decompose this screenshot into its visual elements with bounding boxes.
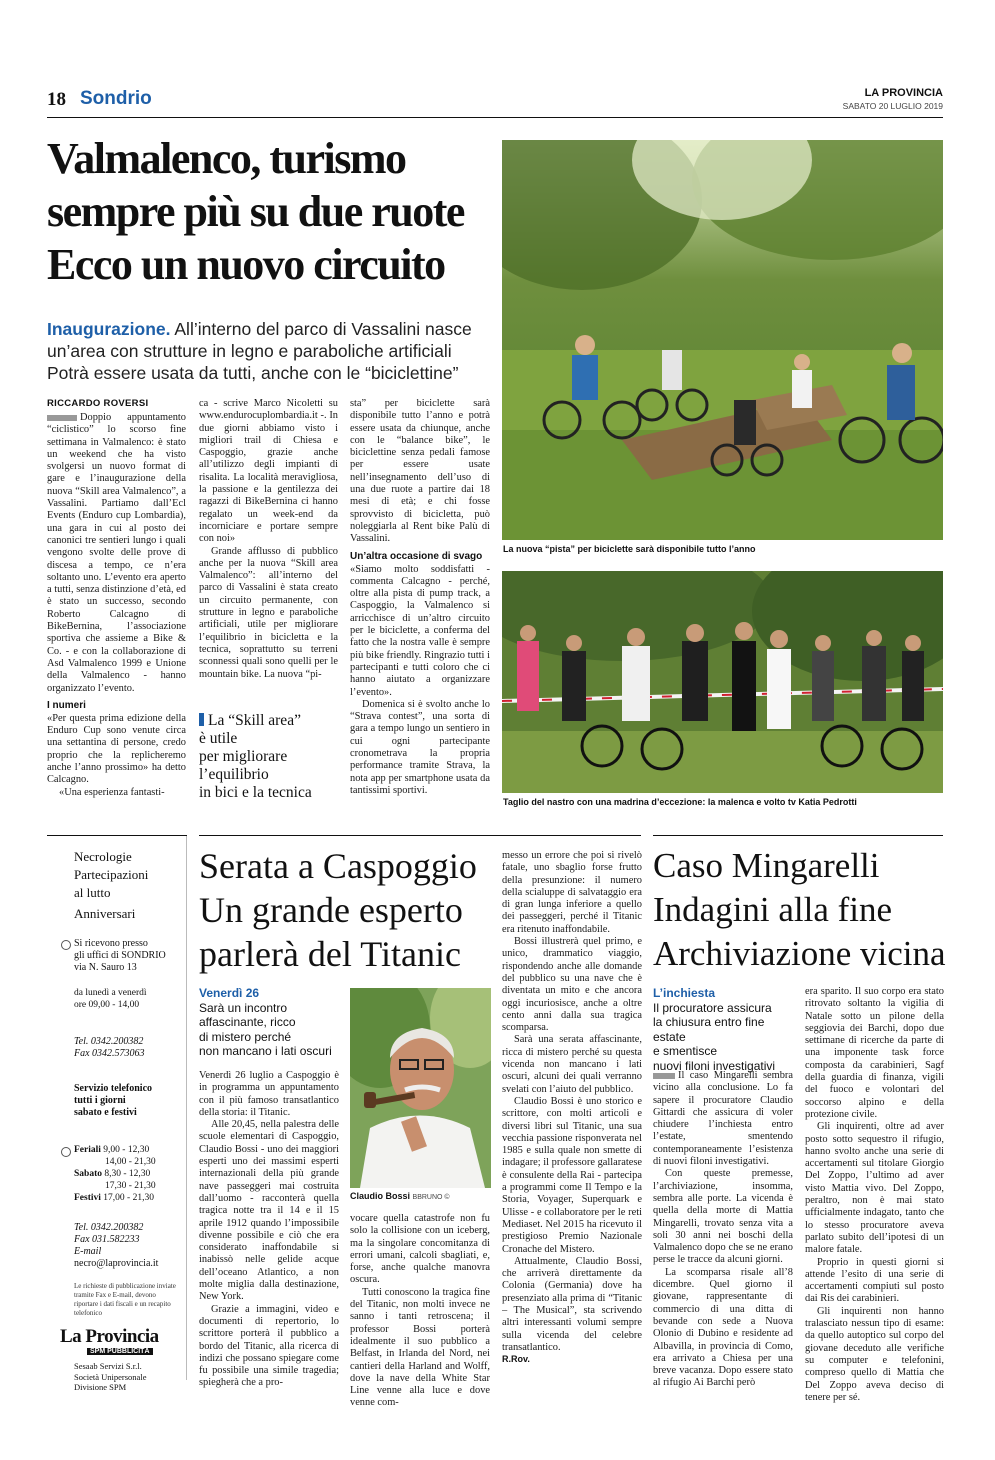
deck-line: Il procuratore assicura — [653, 1000, 772, 1015]
titanic-col1 — [199, 1070, 339, 1410]
deck-line: All’interno del parco di Vassalini nasce — [170, 319, 472, 339]
headline-line: parlerà del Titanic — [199, 934, 461, 974]
titanic-col2 — [350, 1213, 490, 1413]
deck-line: di mistero perché — [199, 1029, 292, 1044]
deck-line: un’area con strutture in legno e paraboliche artificiali — [47, 341, 452, 361]
deck-line: Sarà un incontro — [199, 1000, 288, 1015]
header-rule — [47, 117, 943, 118]
photo-claudio-bossi — [350, 988, 491, 1188]
paragraph: Doppio appuntamento “ciclistico” lo scorso fine settimana in Valmalenco: è stato un weekend che ha visto svolgersi un nuovo format di gare e l’inaugurazione della nuova “Skill area Valmalenco”, a Vassalini. Partiamo dall’Ecl Events (Enduro cup Lombardia), una gara in cui al posto dei canonici tre sentieri lungo i quali vengono svolte delle prove di discesa a tempo, ce n’era soltanto uno. L’evento era aperto a tutti, senza distinzione d’età, ed è stato un successo, secondo Roberto Calcagno di BikeBernina, l’associazione sportiva che assieme a Bike & Co. - e con la collaborazione di Asd Valmalenco 1999 e Unione della Valmalenco - hanno organizzato l’evento. — [47, 412, 186, 694]
photo-bike-track — [502, 140, 943, 540]
headline-line: Indagini alla fine — [653, 890, 893, 929]
headline-line: Caso Mingarelli — [653, 846, 880, 885]
mingarelli-deck — [653, 986, 798, 1073]
office-hours: da lunedì a venerdì ore 09,00 - 14,00 — [74, 988, 147, 1010]
pullquote-line: è utile — [199, 730, 238, 747]
main-article-col3 — [350, 398, 490, 808]
service-label: Anniversari — [74, 906, 136, 921]
deck-line: e smentisce — [653, 1044, 718, 1058]
pullquote-line: in bici e la tecnica — [199, 784, 312, 801]
byline: RICCARDO ROVERSI — [47, 398, 149, 409]
pullquote-line: per migliorare — [199, 748, 288, 765]
headline-line: Valmalenco, turismo — [47, 134, 406, 183]
main-headline — [47, 132, 502, 291]
headline-line: Archiviazione vicina — [653, 934, 946, 973]
newspaper-logo: La Provincia — [60, 1326, 159, 1347]
email-label: E-mail — [74, 1246, 102, 1257]
ads-box — [47, 836, 187, 1392]
titanic-top-rule — [199, 835, 641, 836]
deck-line: nuovi filoni investigativi — [653, 1058, 776, 1073]
deck-line: Potrà essere usata da tutti, anche con le “biciclettine” — [47, 363, 459, 383]
paragraph: Bossi illustrerà quel primo, e unico, drammatico viaggio, rispondendo anche alle domande del pubblico su una nave che è diventata un mito e che ancora oggi incuriosisce, anche a oltre cento anni dalla sua tragica scomparsa. — [502, 936, 642, 1034]
section-title: Sondrio — [80, 88, 152, 109]
company-info: Sesaab Servizi S.r.l. Società Unipersonale Divisione SPM — [74, 1361, 147, 1392]
paragraph: Il caso Mingarelli sembra vicino alla conclusione. Lo fa sapere il procuratore Claudio Gittardi che assicura di voler chiudere l’inchiesta entro l’estate, smentendo contemporaneamente l’esistenza di nuovi filoni investigativi. — [653, 1070, 793, 1168]
paragraph: «Per questa prima edizione della Enduro Cup sono venute circa una settantina di persone, credo proprio che la replicheremo anche l’anno prossimo» ha detto Calcagno. — [47, 712, 186, 786]
services-list — [74, 848, 148, 923]
deck-kicker: Venerdì 26 — [199, 986, 260, 1000]
mingarelli-headline — [653, 844, 948, 976]
clock-icon — [61, 940, 71, 950]
photo-credit: BBRUNO © — [412, 1194, 450, 1201]
clock-icon — [61, 1147, 71, 1157]
headline-line: sempre più su due ruote — [47, 187, 464, 236]
main-article-col1 — [47, 398, 186, 808]
paragraph: Con queste premesse, l’archiviazione, insomma, sembra alle porte. La vicenda è quella della morte di Mattia Mingarelli, trovato senza vita a soli 30 anni nei boschi della Valmalenco dopo che se ne erano perse le tracce da alcuni giorni. — [653, 1168, 793, 1266]
paragraph: Grande afflusso di pubblico anche per la nuova “Skill area Valmalenco”: all’interno del parco di Vassalini è stata creato un circuito permanente, con strutture in legno e paraboliche artificiali, utile per migliorare l’equilibrio in bicicletta e la tecnica, soprattutto su terreni sconnessi quali sono quelli per le mountain bike. La nuova “pi- — [199, 545, 338, 680]
paragraph: Tutti conoscono la tragica fine del Titanic, non molti invece ne sanno i tanti retroscena; il professor Bossi porterà idealmente il suo pubblico a Belfast, in Irlanda del Nord, nei cantieri della Harland and Wolff, dove la nave della White Star Line venne alla luce e dove venne com- — [350, 1286, 490, 1409]
headline-line: Un grande esperto — [199, 890, 463, 930]
paragraph: Sarà una serata affascinante, ricca di mistero perché su questa vicenda non mancano i lati oscuri, alcuni dei quali verranno svelati con l’aiuto del pubblico. — [502, 1034, 642, 1095]
paragraph: Domenica si è svolto anche lo “Strava contest”, una sorta di gara a tempo lungo un sentiero in cui ogni partecipante cronometrava la propria performance tramite Strava, la nota app per smartphone usata da tantissimi sportivi. — [350, 698, 490, 796]
paragraph: Alle 20,45, nella palestra delle scuole elementari di Caspoggio, Claudio Bossi - uno dei maggiori esperti uno dei massimi esperti internazionali della più grande nave passeggeri mai costruita dall’uomo - racconterà quella tragica notte tra il 14 e il 15 aprile 1912 quando l’impossibile divenne possibile e ciò che era considerato inaffondabile si inabissò nelle gelide acque dell’oceano Atlantico, a non molte miglia dalla destinazione, New York. — [199, 1119, 339, 1303]
paragraph: «Una esperienza fantasti- — [59, 786, 165, 798]
pullquote-line: l’equilibrio — [199, 766, 269, 783]
contact-numbers — [74, 1036, 145, 1060]
photo2-caption: Taglio del nastro con una madrina d’eccezione: la malenca e volto tv Katia Pedrotti — [503, 797, 857, 807]
contact-details — [74, 1222, 158, 1270]
signature: R.Rov. — [502, 1354, 530, 1365]
paragraph: Proprio in questi giorni si attende l’esito di una serie di accertamenti compiuti sul posto dai Ris dei carabinieri. — [805, 1256, 944, 1305]
paragraph: La scomparsa risale all’8 dicembre. Quel giorno il giovane, rappresentante di commercio di una ditta di bevande con sede a Nuova Olonio di Dubino e residente ad Albavilla, in provincia di Como, era arrivato a Chiesa per una breve vacanza. Dopo essere stato al rifugio Ai Barchi però — [653, 1266, 793, 1389]
paragraph: Gli inquirenti, oltre ad aver posto sotto sequestro il rifugio, hanno svolto anche una serie di accertamenti sul titolare Giorgio Del Zoppo, l’ultimo ad aver visto Mattia vivo. Del Zoppo, peraltro, non è mai stato ufficialmente indagato, tanto che lo stesso procuratore aveva parlato subito dell’ipotesi di un malore fatale. — [805, 1121, 944, 1256]
paragraph: Venerdì 26 luglio a Caspoggio è in programma un appuntamento con il più famoso transatlantico della storia: il Titanic. — [199, 1070, 339, 1118]
submission-note: Le richieste di pubblicazione inviate tramite Fax e E-mail, devono riportare i dati fiscali e un recapito telefonico — [74, 1282, 176, 1317]
service-label: Partecipazioni — [74, 867, 149, 882]
service-label: Necrologie — [74, 849, 132, 864]
titanic-deck — [199, 986, 344, 1059]
subheading: I numeri — [47, 699, 86, 711]
paragraph: Attualmente, Claudio Bossi, che arriverà direttamente da Colonia (Germania) dove ha presenziato alla prima di “Titanic – The Musical”, sta scrivendo altri interessanti volumi sempre sulla vicenda del celebre transatlantico. — [502, 1255, 642, 1353]
photo-bike-track-image — [502, 140, 943, 540]
page-number: 18 — [47, 89, 66, 110]
schedule: Feriali 9,00 - 12,30 14,00 - 21,30 Sabato 8,30 - 12,30 17,30 - 21,30 Festivi 17,00 - 21,30 — [74, 1145, 156, 1203]
paragraph: Grazie a immagini, video e documenti di repertorio, lo scrittore porterà il pubblico a bordo del Titanic, alla ricerca di indizi che possano spiegare come fu possibile una simile tragedia; spiegherà che a pro- — [199, 1303, 339, 1389]
mingarelli-top-rule — [653, 835, 943, 836]
main-deck — [47, 318, 502, 384]
deck-kicker: Inaugurazione. — [47, 319, 171, 339]
phone-number: Tel. 0342.200382 — [74, 1036, 144, 1047]
phone-number: Tel. 0342.200382 — [74, 1222, 144, 1233]
photo-ribbon-cutting-image — [502, 571, 943, 793]
issue-date: SABATO 20 LUGLIO 2019 — [842, 101, 943, 111]
newspaper-name: LA PROVINCIA — [864, 87, 943, 99]
paragraph: Gli inquirenti non hanno tralasciato nessun tipo di esame: da quello autoptico sul corpo del giovane deceduto alle verifiche su computer e telefonini, compreso quello di Mattia che Del Zoppo aveva deciso di tenere per sé. — [805, 1305, 944, 1403]
pullquote-line: La “Skill area” — [208, 712, 301, 729]
photo-caption — [350, 1191, 450, 1201]
paragraph: ca - scrive Marco Nicoletti su www.endurocuplombardia.it -. In due giorni abbiamo visto i migliori trail di Chiesa e Caspoggio, grazie anche all’utilizzo degli impianti di risalita. La località meravigliosa, la passione e la gentilezza dei ragazzi di BikeBernina ci hanno regalato un week-end da incorniciare e portare sempre con noi» — [199, 398, 338, 545]
service-label: al lutto — [74, 885, 111, 900]
deck-line: affascinante, ricco — [199, 1015, 296, 1029]
paragraph: era sparito. Il suo corpo era stato ritrovato soltanto la vigilia di Natale sotto un pilone della seggiovia dei Barchi, dopo due settimane di ricerche da parte di una imponente task force composta da carabinieri, Sagf della guardia di finanza, vigili del fuoco e volontari del soccorso alpino e della protezione civile. — [805, 986, 944, 1120]
mingarelli-col2 — [805, 986, 944, 1416]
headline-line: Serata a Caspoggio — [199, 846, 477, 886]
main-article-col2 — [199, 398, 338, 698]
logo-subtitle: SPM PUBBLICITÀ — [87, 1348, 153, 1355]
paragraph: vocare quella catastrofe non fu solo la collisione con un iceberg, ma la singolare concomitanza di errori umani, calcoli sbagliati, e, forse, anche qualche manovra oscura. — [350, 1213, 490, 1286]
photo-claudio-bossi-image — [350, 988, 491, 1188]
fax-number: Fax 0342.573063 — [74, 1048, 145, 1059]
deck-line: la chiusura entro fine estate — [653, 1015, 765, 1044]
paragraph: messo un errore che poi si rivelò fatale, uno sbaglio forse frutto della presunzione: il numero della scialuppe di salvataggio era di gran lunga inferiore a quello dei passeggeri, perché il Titanic era ritenuto inaffondabile. — [502, 850, 642, 935]
pull-quote — [199, 712, 339, 802]
subheading: Un’altra occasione di svago — [350, 550, 483, 562]
paragraph: sta” per biciclette sarà disponibile tutto l’anno e potrà essere usata da chiunque, anche con le “balance bike”, le biciclettine senza pedali famose per essere usate nell’insegnamento dell’uso di una due ruote a partire dai 18 mesi di età; e chi fosse sprovvisto di bicicletta, può noleggiarla al Rent bike Palù di Vassalini. — [350, 398, 490, 545]
fax-number: Fax 031.582233 — [74, 1234, 140, 1245]
deck-line: non mancano i lati oscuri — [199, 1044, 332, 1058]
titanic-headline — [199, 844, 499, 976]
email-link[interactable]: necro@laprovincia.it — [74, 1258, 159, 1269]
mingarelli-col1 — [653, 1070, 793, 1415]
deck-kicker: L’inchiesta — [653, 986, 716, 1000]
office-info: Si ricevono presso gli uffici di SONDRIO via N. Sauro 13 — [74, 938, 166, 973]
photo1-caption: La nuova “pista” per biciclette sarà disponibile tutto l’anno — [503, 544, 756, 554]
headline-line: Ecco un nuovo circuito — [47, 240, 445, 289]
titanic-col3 — [502, 850, 642, 1410]
paragraph: Claudio Bossi è uno storico e scrittore, con molti articoli e diversi libri sul Titanic, una sua vecchia passione risponverata nel 1985 e sulla quale non smette di indagare; il professore gallaratese è consulente della Rai - partecipa a programmi come Il Tempo e la Storia, Voyager, Superquark e Ulisse - e collaboratore per le reti Mediaset. Nel 2015 ha ricevuto il prestigioso Premio Nazionale Cronache del Mistero. — [502, 1095, 642, 1255]
photo-ribbon-cutting — [502, 571, 943, 793]
caption-name: Claudio Bossi — [350, 1191, 411, 1201]
phone-service: Servizio telefonico tutti i giorni sabato e festivi — [74, 1083, 153, 1118]
paragraph: «Siamo molto soddisfatti - commenta Calcagno - perché, oltre alla pista di pump track, a Caspoggio, la Valmalenco si arricchisce di un’altro circuito per le biciclette, a conferma del fatto che la nostra valle è sempre più bike friendly. Ringrazio tutti i partecipanti e tutti coloro che ci hanno aiutato a organizzare l’evento». — [350, 563, 490, 698]
